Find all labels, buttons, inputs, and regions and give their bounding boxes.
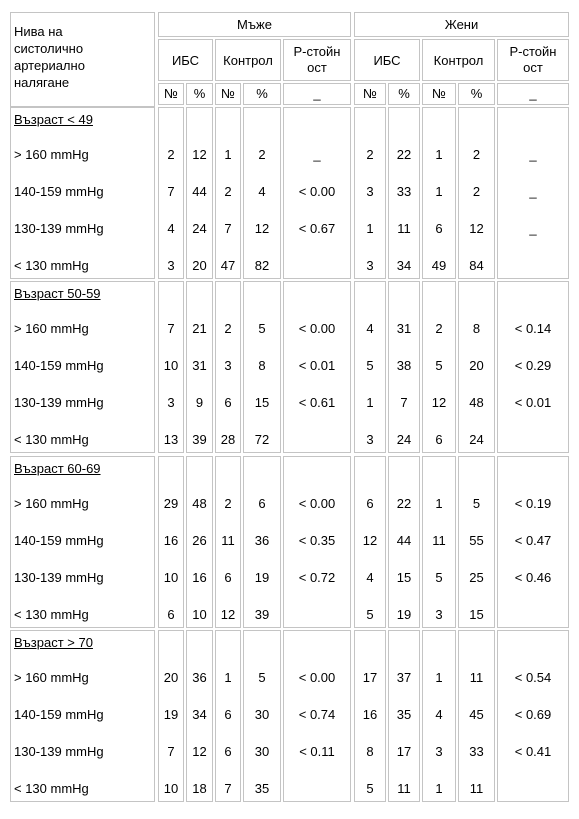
cell-m_ibs_n: 4 — [167, 221, 175, 236]
cell-m_ibs_n: 7 — [167, 184, 175, 199]
cell-f_ibs_n: 3 — [366, 258, 374, 273]
cell-f_ctl_p: 33 — [469, 744, 484, 759]
cell-m_ctl_p: 19 — [254, 570, 270, 585]
men-ibs-percent-header: % — [193, 86, 206, 101]
cell-f_ctl_p: 8 — [472, 321, 481, 336]
bp-level-label: 130-139 mmHg — [14, 395, 104, 410]
cell-f_ibs_p: 11 — [397, 781, 411, 796]
cell-m_ibs_p: 34 — [192, 707, 207, 722]
cell-m_pval: < 0.01 — [298, 358, 336, 373]
cell-m_ctl_n: 1 — [224, 147, 232, 162]
cell-m_ctl_p: 35 — [254, 781, 270, 796]
cell-f_ibs_p: 44 — [396, 533, 412, 548]
cell-f_ctl_p: 2 — [472, 184, 481, 199]
group-2-col-f_ctl_n — [422, 456, 456, 628]
cell-f_ibs_n: 4 — [366, 321, 374, 336]
cell-m_ctl_n: 7 — [224, 781, 232, 796]
cell-f_ibs_p: 34 — [396, 258, 412, 273]
group-0-col-f_ibs_n — [354, 107, 386, 279]
group-3-col-level — [10, 630, 155, 802]
group-0-col-f_ctl_p — [458, 107, 495, 279]
group-2-col-m_pval — [283, 456, 351, 628]
cell-m_ibs_n: 10 — [163, 570, 179, 585]
group-1-col-m_ibs_n — [158, 281, 184, 453]
cell-m_ibs_p: 21 — [192, 321, 207, 336]
women-header: Жени — [444, 17, 479, 32]
cell-f_pval: < 0.01 — [514, 395, 552, 410]
cell-m_ctl_p: 4 — [258, 184, 266, 199]
group-1-col-m_ctl_p — [243, 281, 281, 453]
group-0-col-m_ctl_p — [243, 107, 281, 279]
cell-m_ctl_p: 82 — [254, 258, 270, 273]
bp-level-label: 130-139 mmHg — [14, 744, 104, 759]
cell-m_ibs_n: 7 — [167, 321, 175, 336]
women-control-no-header-cell — [422, 83, 456, 105]
cell-m_ctl_p: 8 — [258, 358, 266, 373]
men-ibs-no-header: № — [164, 86, 178, 101]
cell-m_ctl_n: 11 — [221, 533, 235, 548]
cell-f_ibs_n: 8 — [366, 744, 374, 759]
cell-m_ibs_n: 10 — [163, 781, 179, 796]
women-ibs-no-header: № — [363, 86, 377, 101]
cell-f_ibs_n: 17 — [362, 670, 378, 685]
cell-f_ctl_n: 6 — [435, 221, 443, 236]
cell-m_ctl_p: 72 — [254, 432, 270, 447]
cell-f_ibs_n: 1 — [366, 395, 374, 410]
group-0-col-f_pval — [497, 107, 569, 279]
group-3-col-f_ctl_p — [458, 630, 495, 802]
cell-m_pval: < 0.00 — [298, 321, 336, 336]
cell-f_ctl_n: 5 — [435, 570, 443, 585]
cell-f_ctl_n: 1 — [435, 147, 443, 162]
men-ibs-header: ИБС — [171, 53, 200, 68]
cell-m_pval: < 0.11 — [299, 744, 335, 759]
bp-level-label: 140-159 mmHg — [14, 184, 104, 199]
bp-level-label: 140-159 mmHg — [14, 533, 104, 548]
cell-f_pval: _ — [529, 147, 537, 162]
cell-f_ibs_p: 7 — [400, 395, 408, 410]
men-control-percent-header-cell — [243, 83, 281, 105]
group-2-col-m_ctl_p — [243, 456, 281, 628]
cell-f_ctl_n: 1 — [435, 184, 443, 199]
men-control-header: Контрол — [223, 53, 273, 68]
women-pvalue-header-cell — [497, 39, 569, 81]
bp-level-label: > 160 mmHg — [14, 321, 89, 336]
bp-level-label: < 130 mmHg — [14, 781, 89, 796]
cell-f_ibs_p: 15 — [396, 570, 412, 585]
cell-f_ibs_n: 6 — [366, 496, 374, 511]
group-1-col-m_ctl_n — [215, 281, 241, 453]
cell-m_ctl_p: 5 — [258, 670, 266, 685]
cell-f_ctl_n: 6 — [435, 432, 443, 447]
cell-f_pval: < 0.46 — [514, 570, 552, 585]
cell-m_ibs_n: 2 — [167, 147, 175, 162]
cell-f_ctl_p: 84 — [469, 258, 484, 273]
group-2-col-level — [10, 456, 155, 628]
cell-m_ibs_n: 6 — [167, 607, 175, 622]
cell-m_pval: < 0.00 — [298, 670, 336, 685]
cell-f_ibs_p: 22 — [396, 496, 412, 511]
cell-f_ibs_n: 5 — [366, 781, 374, 796]
cell-m_ibs_p: 16 — [192, 570, 207, 585]
cell-m_ibs_n: 29 — [163, 496, 179, 511]
cell-f_ctl_p: 20 — [469, 358, 484, 373]
cell-f_ctl_p: 55 — [469, 533, 484, 548]
cell-f_ctl_n: 49 — [431, 258, 447, 273]
cell-f_ctl_p: 48 — [469, 395, 484, 410]
men-control-no-header-cell — [215, 83, 241, 105]
men-ibs-header-cell — [158, 39, 213, 81]
men-ibs-no-header-cell — [158, 83, 184, 105]
age-group-title: Възраст 50-59 — [14, 286, 101, 301]
bp-level-label: 140-159 mmHg — [14, 707, 104, 722]
group-0-col-f_ibs_p — [388, 107, 420, 279]
cell-m_ctl_p: 36 — [254, 533, 270, 548]
cell-f_ctl_p: 11 — [469, 781, 484, 796]
cell-f_pval: < 0.47 — [514, 533, 552, 548]
cell-m_ibs_n: 13 — [163, 432, 179, 447]
women-control-header-cell — [422, 39, 495, 81]
cell-m_ctl_p: 30 — [254, 707, 270, 722]
cell-f_ibs_n: 1 — [366, 221, 374, 236]
men-control-no-header: № — [221, 86, 235, 101]
group-1-col-m_pval — [283, 281, 351, 453]
group-3-col-m_ctl_p — [243, 630, 281, 802]
group-2-col-m_ibs_n — [158, 456, 184, 628]
cell-m_pval: < 0.00 — [298, 184, 336, 199]
men-control-header-cell — [215, 39, 281, 81]
cell-m_pval: _ — [313, 147, 321, 162]
cell-m_ibs_n: 20 — [163, 670, 179, 685]
bp-level-label: < 130 mmHg — [14, 607, 89, 622]
group-3-col-m_ibs_p — [186, 630, 213, 802]
cell-f_ibs_n: 2 — [366, 147, 374, 162]
women-pvalue-dash-header: _ — [529, 86, 537, 101]
group-0-col-m_ctl_n — [215, 107, 241, 279]
women-control-no-header: № — [432, 86, 446, 101]
cell-m_ctl_n: 2 — [224, 184, 232, 199]
men-pvalue-header: Р-стойност — [293, 44, 341, 75]
cell-f_ctl_n: 5 — [435, 358, 443, 373]
cell-m_ibs_p: 26 — [192, 533, 207, 548]
cell-m_ctl_n: 1 — [224, 670, 232, 685]
cell-m_ibs_n: 3 — [167, 258, 175, 273]
bp-level-label: > 160 mmHg — [14, 496, 89, 511]
cell-m_pval: < 0.61 — [298, 395, 336, 410]
cell-m_ibs_n: 19 — [163, 707, 179, 722]
group-3-col-f_ibs_p — [388, 630, 420, 802]
cell-m_ibs_p: 12 — [192, 744, 207, 759]
cell-f_ctl_n: 3 — [435, 607, 443, 622]
bp-level-label: < 130 mmHg — [14, 432, 89, 447]
cell-f_ibs_p: 17 — [396, 744, 412, 759]
cell-m_ibs_n: 10 — [163, 358, 179, 373]
group-1-col-level — [10, 281, 155, 453]
cell-f_ibs_n: 4 — [366, 570, 374, 585]
group-3-col-m_ctl_n — [215, 630, 241, 802]
women-control-percent-header-cell — [458, 83, 495, 105]
group-0-col-level — [10, 107, 155, 279]
men-ibs-percent-header-cell — [186, 83, 213, 105]
cell-f_ibs_n: 5 — [366, 358, 374, 373]
cell-f_ibs_p: 31 — [396, 321, 412, 336]
cell-m_ibs_p: 24 — [192, 221, 207, 236]
cell-f_ibs_p: 35 — [396, 707, 412, 722]
men-pvalue-dash-header-cell — [283, 83, 351, 105]
cell-m_ctl_n: 6 — [224, 395, 232, 410]
men-pvalue-header-cell — [283, 39, 351, 81]
group-2-col-f_ibs_p — [388, 456, 420, 628]
cell-m_ctl_n: 6 — [224, 570, 232, 585]
group-1-col-f_ctl_p — [458, 281, 495, 453]
cell-f_ctl_n: 11 — [432, 533, 446, 548]
corner-header-label: Нива на систолично артериално налягане — [14, 24, 85, 90]
cell-f_pval: _ — [529, 221, 537, 236]
cell-f_ibs_n: 3 — [366, 432, 374, 447]
cell-f_ctl_n: 12 — [431, 395, 447, 410]
group-1-col-m_ibs_p — [186, 281, 213, 453]
cell-m_ctl_n: 7 — [224, 221, 232, 236]
group-2-col-f_ibs_n — [354, 456, 386, 628]
men-pvalue-dash-header: _ — [313, 86, 321, 101]
cell-f_ctl_n: 3 — [435, 744, 443, 759]
cell-f_ctl_n: 1 — [435, 781, 443, 796]
cell-f_ibs_n: 12 — [362, 533, 378, 548]
group-2-col-f_pval — [497, 456, 569, 628]
women-pvalue-header: Р-стойност — [509, 44, 557, 75]
cell-m_ibs_p: 18 — [192, 781, 207, 796]
cell-f_ibs_n: 5 — [366, 607, 374, 622]
men-header-cell — [158, 12, 351, 37]
cell-m_ibs_p: 31 — [192, 358, 207, 373]
cell-m_ctl_p: 39 — [254, 607, 270, 622]
cell-f_pval: < 0.41 — [514, 744, 552, 759]
group-3-col-m_ibs_n — [158, 630, 184, 802]
cell-m_ibs_n: 16 — [163, 533, 179, 548]
cell-m_ibs_p: 44 — [192, 184, 207, 199]
cell-f_ibs_p: 24 — [396, 432, 412, 447]
cell-m_ctl_n: 2 — [224, 321, 232, 336]
cell-m_ctl_p: 6 — [258, 496, 266, 511]
cell-m_ctl_p: 15 — [254, 395, 270, 410]
cell-f_pval: < 0.19 — [514, 496, 552, 511]
bp-level-label: 140-159 mmHg — [14, 358, 104, 373]
cell-m_ibs_p: 20 — [192, 258, 207, 273]
cell-m_ibs_p: 9 — [195, 395, 204, 410]
women-pvalue-dash-header-cell — [497, 83, 569, 105]
cell-m_pval: < 0.74 — [298, 707, 336, 722]
cell-f_ctl_p: 24 — [469, 432, 484, 447]
bp-level-label: > 160 mmHg — [14, 670, 89, 685]
group-1-col-f_ibs_n — [354, 281, 386, 453]
group-3-col-m_pval — [283, 630, 351, 802]
cell-m_ibs_p: 10 — [192, 607, 207, 622]
cell-m_ctl_n: 12 — [220, 607, 236, 622]
age-group-title: Възраст > 70 — [14, 635, 93, 650]
cell-f_ctl_n: 4 — [435, 707, 443, 722]
bp-level-label: 130-139 mmHg — [14, 221, 104, 236]
cell-m_ctl_n: 47 — [220, 258, 236, 273]
cell-f_ibs_p: 38 — [396, 358, 412, 373]
cell-f_ctl_p: 5 — [472, 496, 481, 511]
cell-m_ibs_p: 39 — [192, 432, 207, 447]
group-1-col-f_ibs_p — [388, 281, 420, 453]
cell-f_pval: < 0.14 — [514, 321, 552, 336]
cell-m_pval: < 0.72 — [298, 570, 336, 585]
group-3-col-f_ctl_n — [422, 630, 456, 802]
cell-m_pval: < 0.35 — [298, 533, 336, 548]
cell-f_pval: < 0.69 — [514, 707, 552, 722]
cell-f_ctl_n: 2 — [435, 321, 443, 336]
women-control-percent-header: % — [470, 86, 483, 101]
cell-m_pval: < 0.67 — [298, 221, 336, 236]
bp-level-label: < 130 mmHg — [14, 258, 89, 273]
group-1-col-f_ctl_n — [422, 281, 456, 453]
cell-f_ctl_p: 45 — [469, 707, 484, 722]
cell-f_ibs_p: 22 — [396, 147, 412, 162]
bp-level-label: > 160 mmHg — [14, 147, 89, 162]
group-2-col-m_ctl_n — [215, 456, 241, 628]
bp-level-label: 130-139 mmHg — [14, 570, 104, 585]
cell-f_ctl_p: 2 — [472, 147, 481, 162]
group-0-col-m_ibs_n — [158, 107, 184, 279]
cell-m_ibs_p: 48 — [192, 496, 207, 511]
cell-m_ibs_n: 7 — [167, 744, 175, 759]
cell-m_ctl_p: 12 — [254, 221, 270, 236]
cell-f_pval: < 0.29 — [514, 358, 552, 373]
cell-f_ctl_p: 15 — [469, 607, 484, 622]
cell-m_ctl_p: 30 — [254, 744, 270, 759]
men-header: Мъже — [237, 17, 272, 32]
cell-f_ctl_p: 11 — [469, 670, 484, 685]
group-2-col-f_ctl_p — [458, 456, 495, 628]
cell-m_ctl_p: 5 — [258, 321, 266, 336]
age-group-title: Възраст 60-69 — [14, 461, 101, 476]
cell-f_pval: < 0.54 — [514, 670, 552, 685]
cell-f_ibs_p: 19 — [396, 607, 412, 622]
cell-m_ctl_n: 28 — [220, 432, 236, 447]
group-3-col-f_ibs_n — [354, 630, 386, 802]
men-control-percent-header: % — [256, 86, 268, 101]
cell-m_ctl_n: 2 — [224, 496, 232, 511]
group-0-col-m_ibs_p — [186, 107, 213, 279]
group-0-col-m_pval — [283, 107, 351, 279]
women-ibs-header: ИБС — [373, 53, 401, 68]
cell-m_ctl_n: 6 — [224, 744, 232, 759]
group-1-col-f_pval — [497, 281, 569, 453]
women-ibs-percent-header: % — [398, 86, 410, 101]
group-0-col-f_ctl_n — [422, 107, 456, 279]
women-header-cell — [354, 12, 569, 37]
cell-m_pval: < 0.00 — [298, 496, 336, 511]
cell-m_ibs_p: 36 — [192, 670, 207, 685]
cell-m_ibs_n: 3 — [167, 395, 175, 410]
cell-m_ctl_p: 2 — [258, 147, 266, 162]
women-ibs-no-header-cell — [354, 83, 386, 105]
cell-m_ibs_p: 12 — [192, 147, 207, 162]
group-3-col-f_pval — [497, 630, 569, 802]
cell-f_pval: _ — [529, 184, 537, 199]
corner-header-cell — [10, 12, 155, 107]
cell-f_ibs_p: 37 — [396, 670, 412, 685]
cell-f_ibs_p: 33 — [396, 184, 412, 199]
cell-f_ctl_p: 25 — [469, 570, 484, 585]
cell-f_ctl_n: 1 — [435, 670, 443, 685]
group-2-col-m_ibs_p — [186, 456, 213, 628]
cell-f_ctl_p: 12 — [469, 221, 484, 236]
cell-m_ctl_n: 3 — [224, 358, 232, 373]
women-control-header: Контрол — [433, 53, 484, 68]
age-group-title: Възраст < 49 — [14, 112, 93, 127]
cell-f_ibs_n: 16 — [362, 707, 378, 722]
cell-f_ctl_n: 1 — [435, 496, 443, 511]
women-ibs-header-cell — [354, 39, 420, 81]
cell-f_ibs_p: 11 — [397, 221, 411, 236]
women-ibs-percent-header-cell — [388, 83, 420, 105]
cell-f_ibs_n: 3 — [366, 184, 374, 199]
cell-m_ctl_n: 6 — [224, 707, 232, 722]
